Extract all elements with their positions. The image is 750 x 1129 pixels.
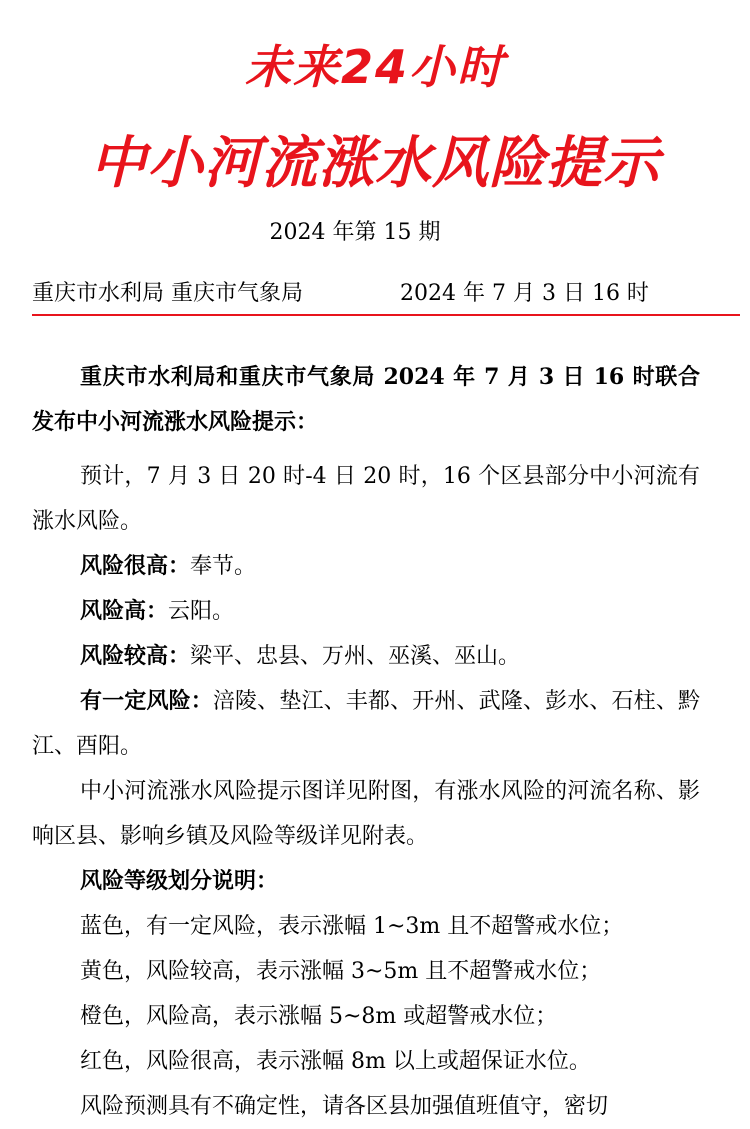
issuing-agencies: 重庆市水利局 重庆市气象局 [32, 281, 303, 306]
level-red: 红色，风险很高，表示涨幅 8m 以上或超保证水位。 [80, 1049, 591, 1074]
level-blue: 蓝色，有一定风险，表示涨幅 1~3m 且不超警戒水位； [80, 914, 624, 939]
document-title-line1: 未来24小时 [244, 40, 505, 94]
lead-paragraph: 重庆市水利局和重庆市气象局 2024 年 7 月 3 日 16 时联合发布中小河流涨水风险提示： [32, 364, 700, 435]
risk-some-value: 涪陵、垫江、丰都、开州、武隆、彭水、石柱、黔江、酉阳。 [32, 689, 700, 759]
level-orange: 橙色，风险高，表示涨幅 5~8m 或超警戒水位； [80, 1004, 558, 1029]
red-divider [32, 314, 740, 316]
risk-some-label: 有一定风险： [80, 688, 213, 714]
risk-fairly-high-value: 梁平、忠县、万州、巫溪、巫山。 [190, 644, 521, 669]
forecast-paragraph: 预计，7 月 3 日 20 时-4 日 20 时，16 个区县部分中小河流有涨水风险。 [32, 464, 700, 534]
risk-very-high-value: 奉节。 [190, 554, 257, 579]
risk-high-value: 云阳。 [168, 599, 235, 624]
issue-number: 2024 年第 15 期 [269, 220, 441, 245]
risk-very-high [32, 544, 700, 589]
issue-date: 2024 年 7 月 3 日 16 时 [400, 281, 649, 306]
risk-some [32, 679, 700, 769]
closing-paragraph: 风险预测具有不确定性，请各区县加强值班值守，密切 [80, 1094, 609, 1119]
risk-very-high-label: 风险很高： [80, 553, 191, 579]
risk-high [32, 589, 700, 634]
levels-heading: 风险等级划分说明： [80, 868, 279, 894]
level-yellow: 黄色，风险较高，表示涨幅 3~5m 且不超警戒水位； [80, 959, 602, 984]
attachment-note: 中小河流涨水风险提示图详见附图，有涨水风险的河流名称、影响区县、影响乡镇及风险等级详见附表。 [32, 779, 700, 849]
risk-fairly-high [32, 634, 700, 679]
document-title-line2: 中小河流涨水风险提示 [90, 131, 660, 196]
levels-heading-paragraph [32, 859, 700, 904]
document-body [32, 355, 700, 1129]
risk-high-label: 风险高： [80, 598, 169, 624]
masthead [32, 283, 672, 305]
risk-fairly-high-label: 风险较高： [80, 643, 191, 669]
